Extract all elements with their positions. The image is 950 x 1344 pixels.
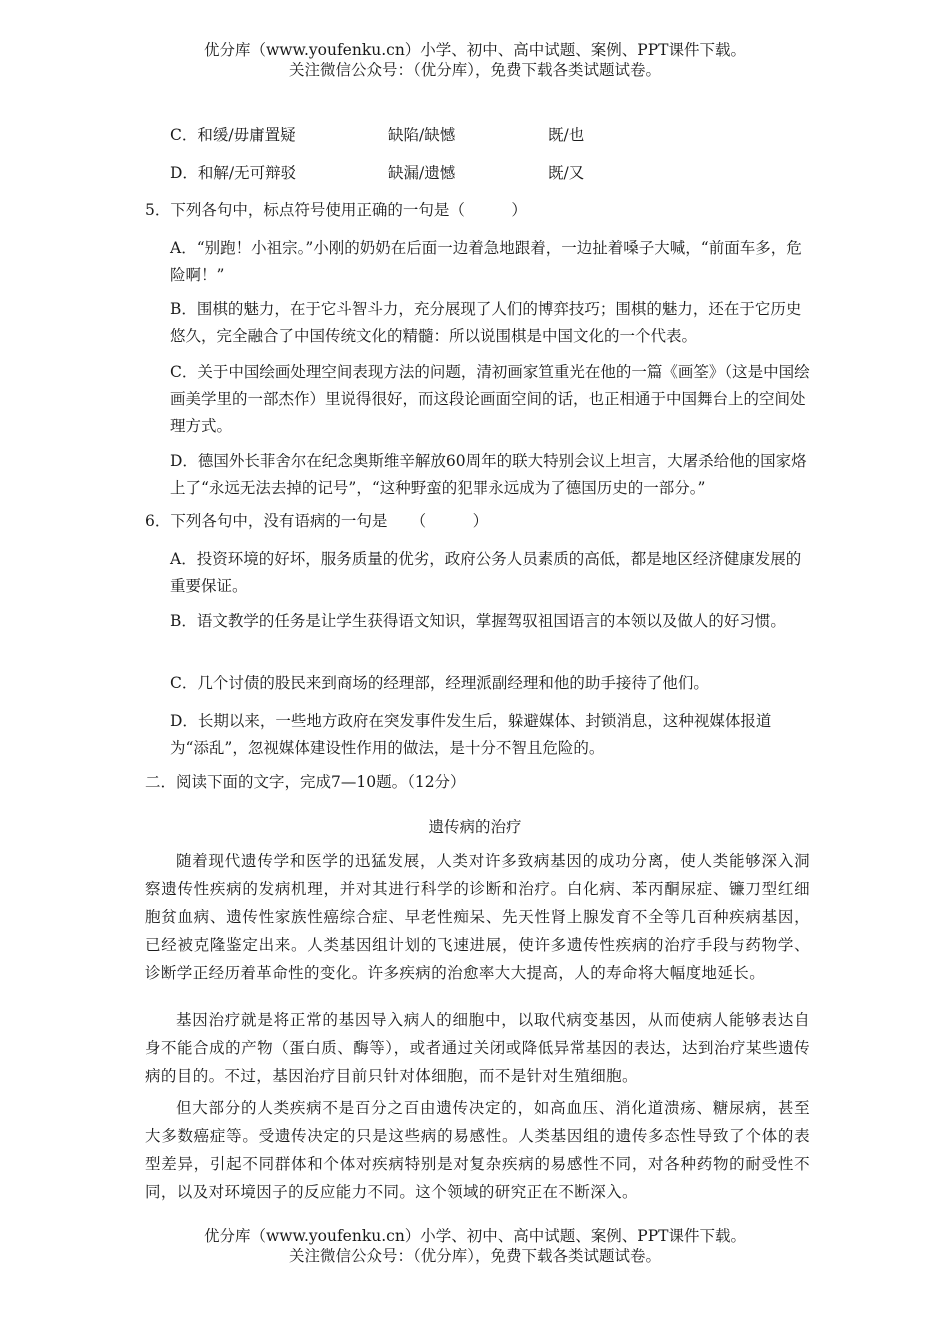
- q5-option-b: B．围棋的魅力，在于它斗智斗力，充分展现了人们的博弈技巧；围棋的魅力，还在于它历史悠久，完全融合了中国传统文化的精髓：所以说围棋是中国文化的一个代表。: [170, 300, 802, 345]
- passage-paragraph-3: 但大部分的人类疾病不是百分之百由遗传决定的，如高血压、消化道溃疡、糖尿病，甚至大多数癌症等。受遗传决定的只是这些病的易感性。人类基因组的遗传多态性导致了个体的表型差异，引起不同群体和个体对疾病特别是对复杂疾病的易感性不同，对各种药物的耐受性不同，以及对环境因子的反应能力不同。这个领域的研究正在不断深入。: [145, 1099, 810, 1201]
- section-2-heading: 二．阅读下面的文字，完成7—10题。（12分）: [145, 773, 466, 791]
- q4-option-c-col3: 既/也: [548, 126, 585, 144]
- q6-option-b: B．语文教学的任务是让学生获得语文知识，掌握驾驭祖国语言的本领以及做人的好习惯。: [170, 612, 786, 630]
- passage-paragraph-1: 随着现代遗传学和医学的迅猛发展，人类对许多致病基因的成功分离，使人类能够深入洞察遗传性疾病的发病机理，并对其进行科学的诊断和治疗。白化病、苯丙酮尿症、镰刀型红细胞贫血病、遗传性家族性癌综合症、早老性痴呆、先天性肾上腺发育不全等几百种疾病基因，已经被克隆鉴定出来。人类基因组计划的飞速进展，使许多遗传性疾病的治疗手段与药物学、诊断学正经历着革命性的变化。许多疾病的治愈率大大提高，人的寿命将大幅度地延长。: [145, 852, 810, 982]
- q4-option-c-col1: C．和缓/毋庸置疑: [170, 126, 296, 144]
- q4-option-c-col2: 缺陷/缺憾: [388, 126, 456, 144]
- q4-option-c: [170, 122, 810, 149]
- q5-option-c: C．关于中国绘画处理空间表现方法的问题，清初画家笪重光在他的一篇《画筌》（这是中国绘画美学里的一部杰作）里说得很好，而这段论画面空间的话，也正相通于中国舞台上的空间处理方式。: [170, 363, 810, 435]
- q4-option-d-col1: D．和解/无可辩驳: [170, 164, 297, 182]
- passage-paragraph-2: 基因治疗就是将正常的基因导入病人的细胞中，以取代病变基因，从而使病人能够表达自身不能合成的产物（蛋白质、酶等），或者通过关闭或降低异常基因的表达，达到治疗某些遗传病的目的。不过，基因治疗目前只针对体细胞，而不是针对生殖细胞。: [145, 1011, 810, 1085]
- q5-option-a: A．“别跑！小祖宗。”小刚的奶奶在后面一边着急地跟着，一边扯着嗓子大喊，“前面车多，危险啊！”: [170, 239, 802, 284]
- q6-option-c: C．几个讨债的股民来到商场的经理部，经理派副经理和他的助手接待了他们。: [170, 674, 709, 692]
- header-line-2: 关注微信公众号：（优分库），免费下载各类试题试卷。: [288, 61, 661, 79]
- q6-option-d: D．长期以来，一些地方政府在突发事件发生后，躲避媒体、封锁消息，这种视媒体报道为“添乱”，忽视媒体建设性作用的做法，是十分不智且危险的。: [170, 712, 772, 757]
- q5-stem: 5．下列各句中，标点符号使用正确的一句是（ ）: [145, 201, 527, 219]
- page-header: [0, 40, 950, 80]
- footer-line-1: 优分库（www.youfenku.cn）小学、初中、高中试题、案例、PPT课件下载。: [203, 1227, 747, 1245]
- q6-option-a: A．投资环境的好坏，服务质量的优劣，政府公务人员素质的高低，都是地区经济健康发展的重要保证。: [170, 550, 802, 595]
- q4-option-d: [170, 160, 810, 187]
- passage-title: 遗传病的治疗: [428, 818, 522, 836]
- q4-option-d-col3: 既/又: [548, 164, 585, 182]
- header-line-1: 优分库（www.youfenku.cn）小学、初中、高中试题、案例、PPT课件下载。: [203, 41, 747, 59]
- footer-line-2: 关注微信公众号：（优分库），免费下载各类试题试卷。: [288, 1247, 661, 1265]
- q4-option-d-col2: 缺漏/遗憾: [388, 164, 456, 182]
- page-footer: [0, 1226, 950, 1266]
- q5-option-d: D．德国外长菲舍尔在纪念奥斯维辛解放60周年的联大特别会议上坦言，大屠杀给他的国家烙上了“永远无法去掉的记号”，“这种野蛮的犯罪永远成为了德国历史的一部分。”: [170, 452, 807, 497]
- q6-stem: 6．下列各句中，没有语病的一句是 （ ）: [145, 512, 489, 530]
